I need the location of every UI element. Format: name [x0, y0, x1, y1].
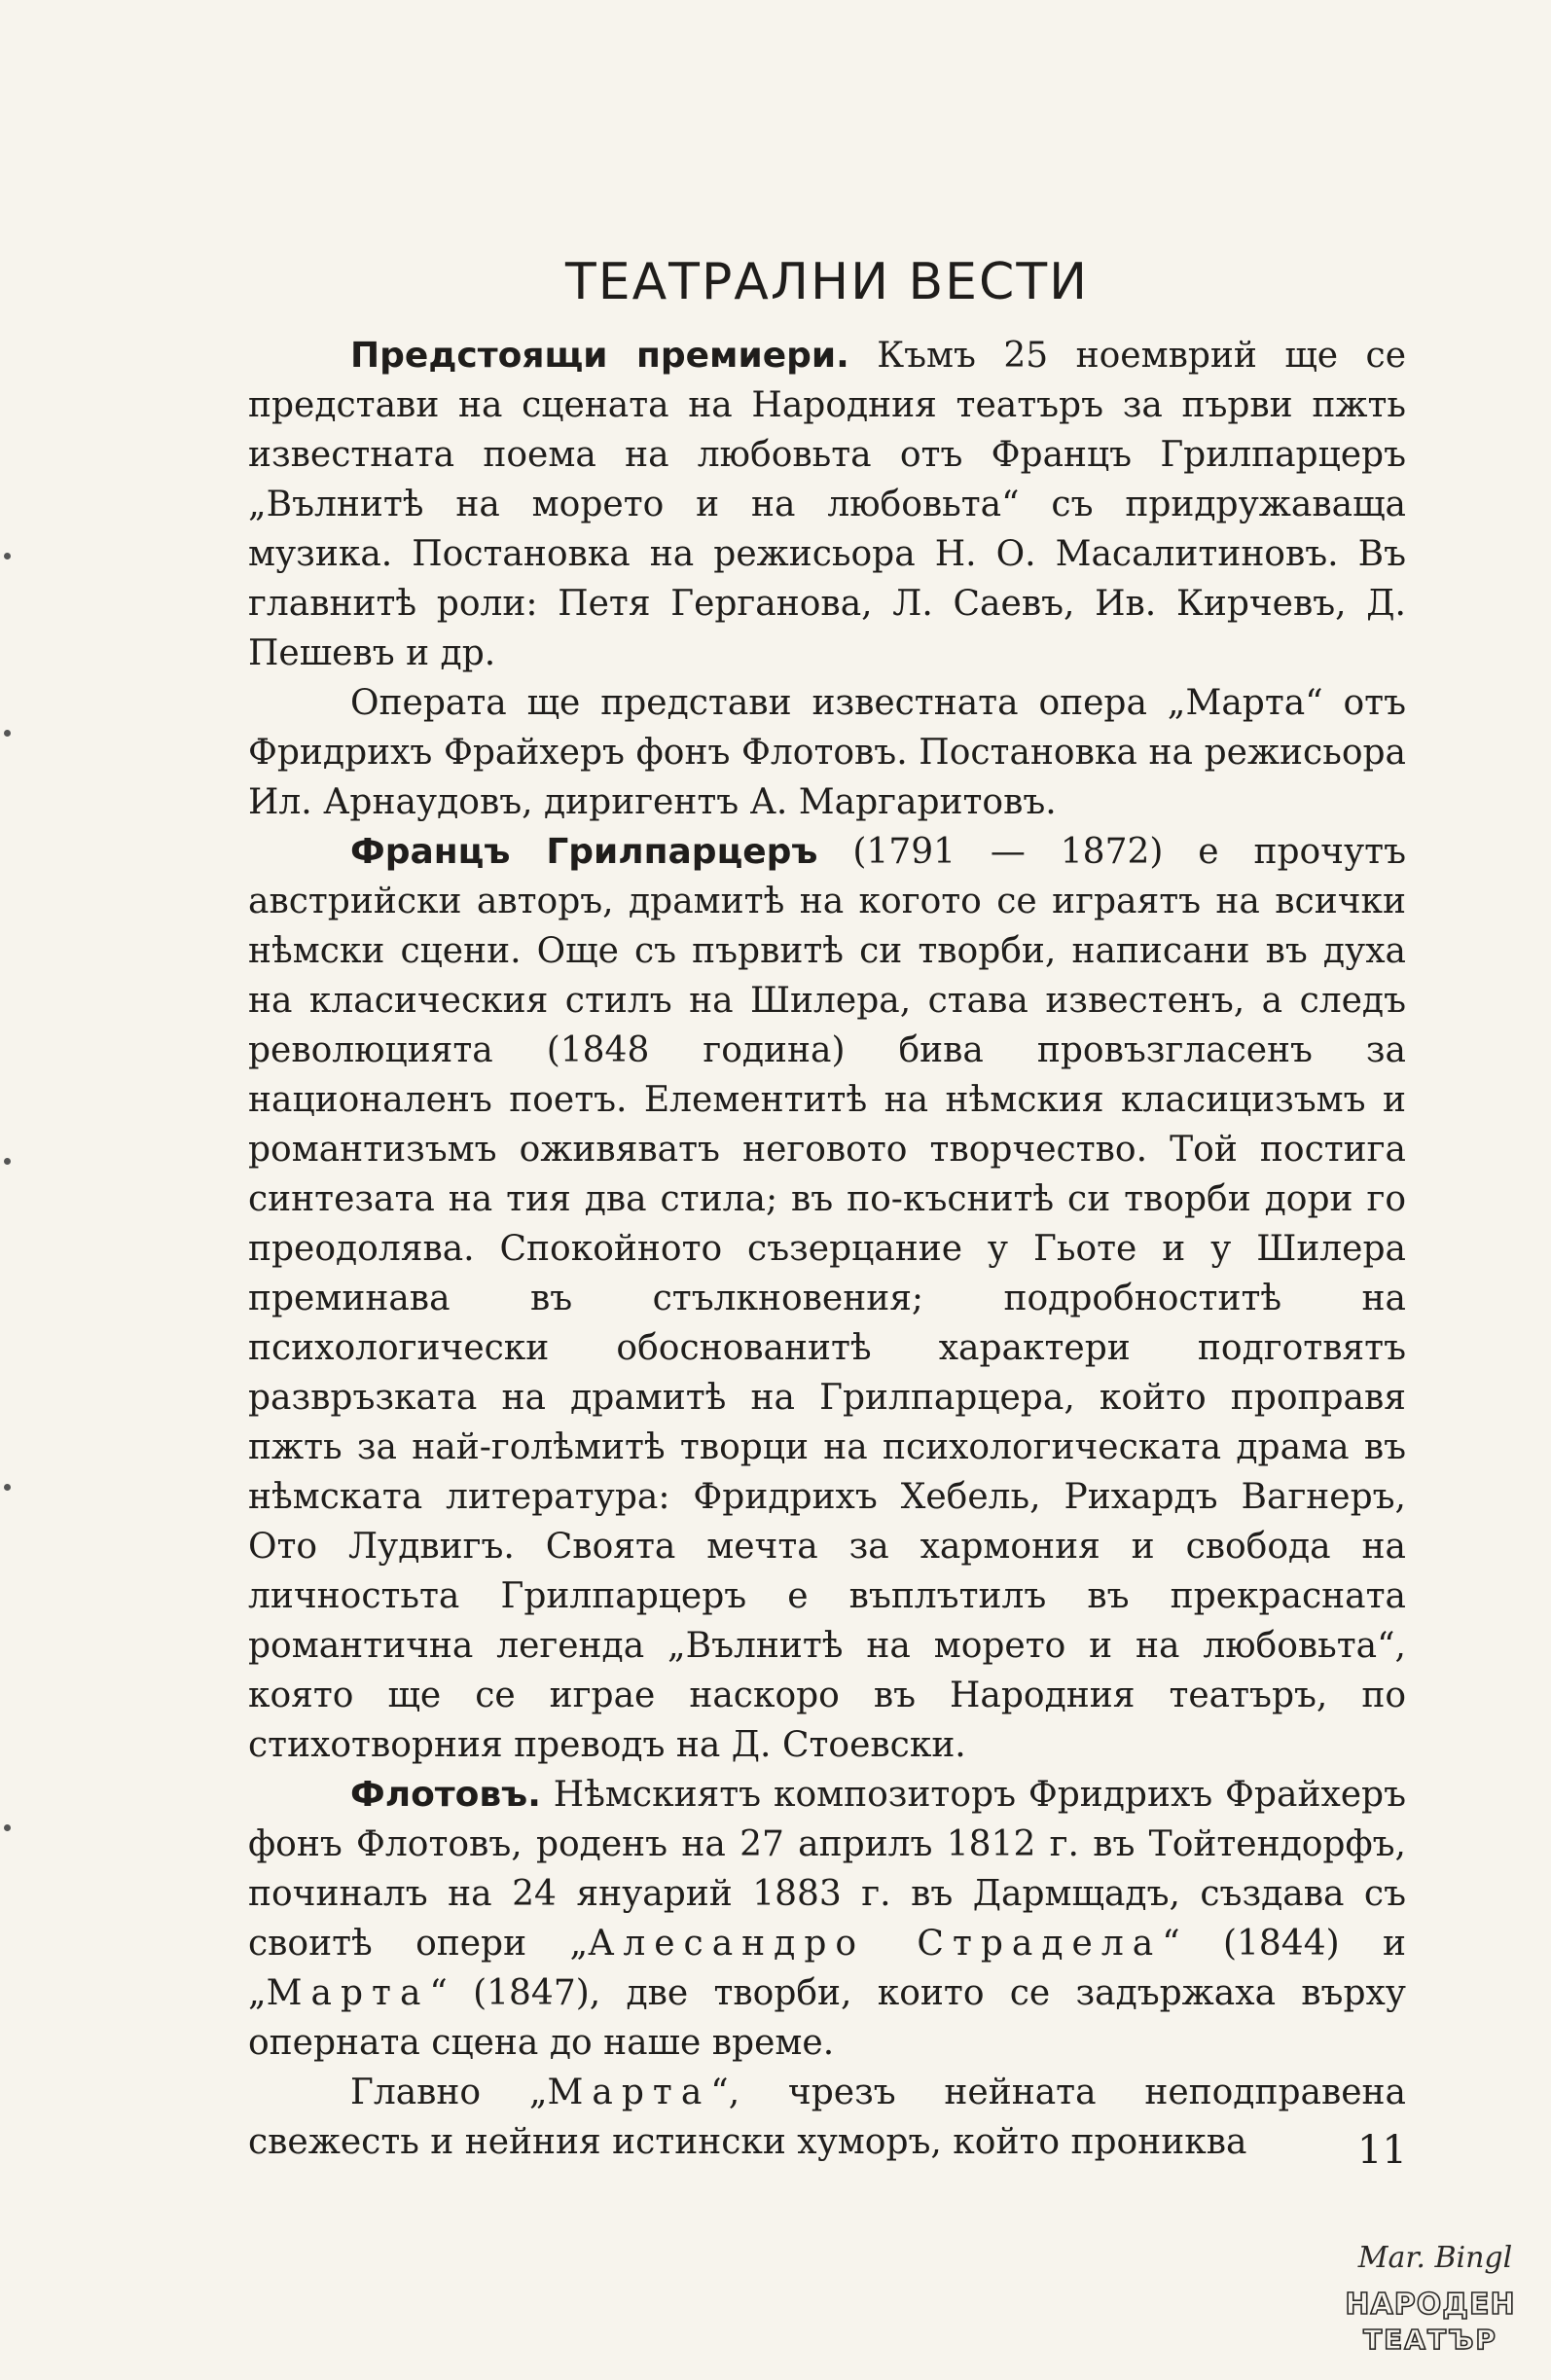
opera-title-stradella: Алесандро Страдела [588, 1924, 1163, 1964]
svg-text:ТЕАТЪР: ТЕАТЪР [1363, 2324, 1497, 2356]
opera-title-marta: Марта [266, 1973, 430, 2013]
paragraph-body: “ (1847), две творби, които се задържаха върху оперната сцена до наше време. [248, 1973, 1406, 2063]
svg-text:Mar. Bingl: Mar. Bingl [1357, 2241, 1513, 2275]
national-theatre-logo-icon [1343, 2228, 1518, 2364]
page-number: 11 [1357, 2128, 1407, 2173]
scan-mark [4, 553, 11, 559]
paragraph-flotow [248, 1770, 1406, 2068]
scan-mark [4, 1824, 11, 1831]
paragraph-opera [248, 678, 1406, 827]
article-column [248, 251, 1406, 2167]
paragraph-lead: Францъ Грилпарцеръ [350, 832, 818, 872]
paragraph-body: Операта ще представи известната опера „Марта“ отъ Фридрихъ Фрайхеръ фонъ Флотовъ. Постановка на режисьора Ил. Арнаудовъ, диригентъ А. Маргаритовъ. [248, 683, 1406, 822]
paragraph-body: “ (1844) и „ [248, 1924, 1407, 2013]
paragraph-body: Къмъ 25 ноемврий ще се представи на сцената на Народния театъръ за първи пжть известната поема на любовьта отъ Францъ Грилпарцеръ „Вълнитѣ на морето и на любовьта“ съ придружаваща музика. Постановка на режисьора Н. О. Масалитиновъ. Въ главнитѣ роли: Петя Герганова, Л. Саевъ, Ив. Кирчевъ, Д. Пешевъ и др. [248, 336, 1406, 673]
paragraph-premieres [248, 331, 1406, 678]
paragraph-grillparzer [248, 827, 1406, 1770]
scan-mark [4, 1158, 11, 1165]
paragraph-body: (1791 — 1872) е прочутъ австрийски авторъ, драмитѣ на когото се играятъ на всички нѣмски сцени. Още съ първитѣ си творби, написани въ духа на класическия стилъ на Шилера, става известенъ, а следъ революцията (1848 година) бива провъзгласенъ за националенъ поетъ. Елементитѣ на нѣмския класицизъмъ и романтизъмъ оживяватъ неговото творчество. Той постига синтезата на тия два стила; въ по-къснитѣ си творби дори го преодолява. Спокойното съзерцание у Гьоте и у Шилера преминава въ стълкновения; подробноститѣ на психологически обоснованитѣ характери подготвятъ развръзката на драмитѣ на Грилпарцера, който проправя пжть за най-голѣмитѣ творци на психологическата драма въ нѣмската литература: Фридрихъ Хебель, Рихардъ Вагнеръ, Ото Лудвигъ. Своята мечта за хармония и свобода на личностьта Грилпарцеръ е въплътилъ въ прекрасната романтична легенда „Вълнитѣ на морето и на любовьта“, която ще се играе наскоро въ Народния театъръ, по стихотворния преводъ на Д. Стоевски. [248, 832, 1406, 1765]
paragraph-body: Главно „ [350, 2073, 548, 2112]
paragraph-lead: Флотовъ. [350, 1775, 541, 1815]
paragraph-body: Нѣмскиятъ композиторъ Фридрихъ Фрайхеръ фонъ Флотовъ, роденъ на 27 априлъ 1812 г. въ Тойтендорфъ, починалъ на 24 януарий 1883 г. въ Дармщадъ, създава съ своитѣ опери „ [248, 1775, 1406, 1964]
scan-mark [4, 1484, 11, 1491]
paragraph-lead: Предстоящи премиери. [350, 336, 849, 376]
svg-text:НАРОДЕН: НАРОДЕН [1345, 2288, 1516, 2322]
page-title: ТЕАТРАЛНИ ВЕСТИ [564, 253, 1089, 311]
paragraph-marta [248, 2068, 1406, 2167]
paragraph-body: “, чрезъ нейната неподправена свежесть и нейния истински хуморъ, който прониква [248, 2073, 1406, 2162]
opera-title-marta: Марта [547, 2073, 711, 2112]
scan-mark [4, 730, 11, 737]
